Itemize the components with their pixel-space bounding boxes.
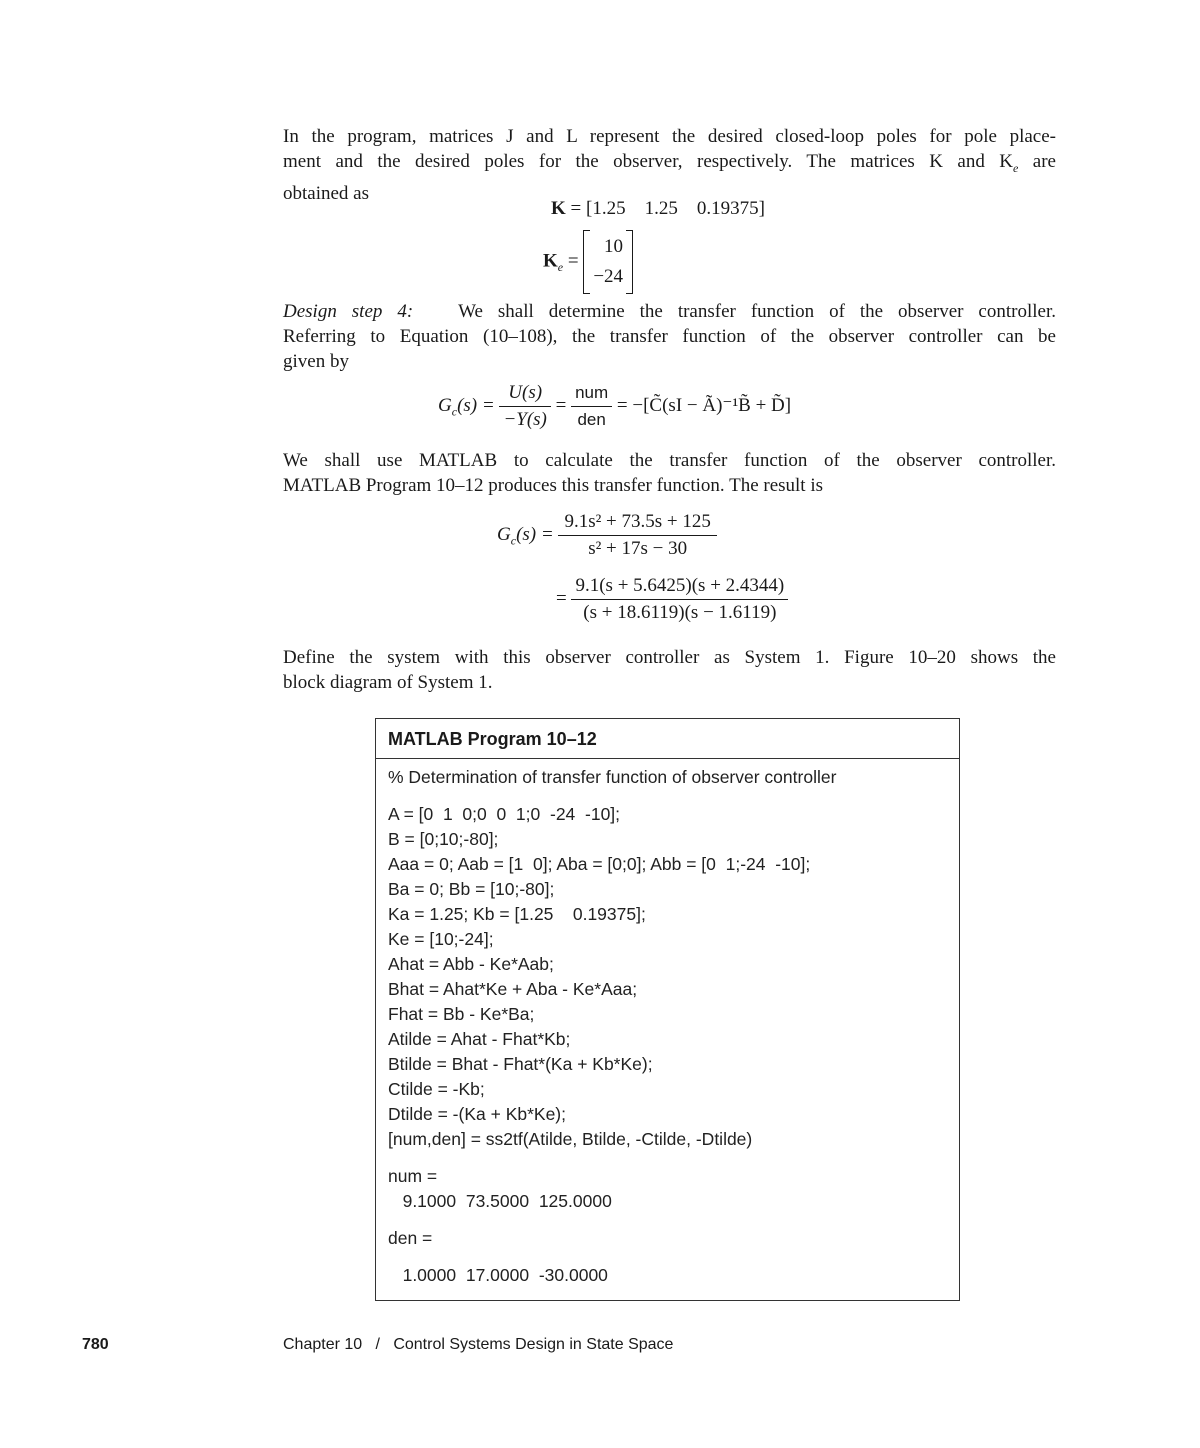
equation-result-1 <box>497 509 717 562</box>
paragraph-2 <box>283 299 1056 374</box>
code-line: Ahat = Abb - Ke*Aab; <box>388 954 554 974</box>
footer-chapter-title: Control Systems Design in State Space <box>393 1336 674 1353</box>
paragraph-3-line-1: We shall use MATLAB to calculate the transfer function of the observer controller. <box>283 450 1056 471</box>
fraction-U-over-Y <box>499 380 550 433</box>
result-fraction-1-num: 9.1s² + 73.5s + 125 <box>558 509 716 536</box>
paragraph-3 <box>283 448 1056 498</box>
result-fraction-2-den: (s + 18.6119)(s − 1.6119) <box>583 602 777 623</box>
equation-Ke <box>543 230 633 294</box>
page-number: 780 <box>82 1336 109 1353</box>
result-fraction-1 <box>558 509 716 562</box>
paragraph-1 <box>283 124 1056 206</box>
output-num-values: 9.1000 73.5000 125.0000 <box>388 1191 612 1211</box>
code-line: Ctilde = -Kb; <box>388 1079 485 1099</box>
paragraph-1-line-3: obtained as <box>283 182 370 204</box>
result-lhs-arg: (s) = <box>516 523 554 545</box>
code-comment: % Determination of transfer function of observer controller <box>388 767 837 787</box>
code-line: Ka = 1.25; Kb = [1.25 0.19375]; <box>388 904 646 924</box>
ke-subscript: e <box>1013 160 1019 175</box>
equation-Gc-arg: (s) = <box>457 394 495 416</box>
equation-K-equals: = <box>570 198 582 219</box>
equation-Gc-sub: c <box>451 404 458 419</box>
code-line: Fhat = Bb - Ke*Ba; <box>388 1004 535 1024</box>
design-step-label: Design step 4: <box>283 301 414 322</box>
code-line: Atilde = Ahat - Fhat*Kb; <box>388 1029 571 1049</box>
paragraph-4-line-2: block diagram of System 1. <box>283 672 493 693</box>
code-line: Bhat = Ahat*Ke + Aba - Ke*Aaa; <box>388 979 638 999</box>
code-line: Ke = [10;-24]; <box>388 929 494 949</box>
result-lhs-sub: c <box>510 533 517 548</box>
paragraph-4 <box>283 645 1056 695</box>
paragraph-2-line-1-text: We shall determine the transfer function of the observer controller. <box>458 301 1056 322</box>
result-lhs: G <box>497 523 511 545</box>
code-line: [num,den] = ss2tf(Atilde, Btilde, -Ctilde, -Dtilde) <box>388 1129 753 1149</box>
paragraph-3-line-2: MATLAB Program 10–12 produces this transfer function. The result is <box>283 475 824 496</box>
code-line: Ba = 0; Bb = [10;-80]; <box>388 879 555 899</box>
fraction-num: num <box>571 380 612 407</box>
matlab-code <box>376 759 959 1294</box>
equation-Ke-equals: = <box>567 250 579 272</box>
output-den-label: den = <box>388 1228 433 1248</box>
fraction-den: den <box>577 410 606 429</box>
paragraph-1-line-2-text: ment and the desired poles for the observer, respectively. The matrices K and K <box>283 151 1014 172</box>
matrix-cell-1: 10 <box>604 236 624 257</box>
footer-chapter: Chapter 10 <box>283 1336 363 1353</box>
equation-K-label: K <box>551 198 566 219</box>
chapter-footer <box>283 1336 673 1354</box>
result-fraction-2-num: 9.1(s + 5.6425)(s + 2.4344) <box>571 573 788 600</box>
output-num-label: num = <box>388 1166 438 1186</box>
paragraph-1-line-2 <box>283 149 1056 181</box>
result-fraction-1-den: s² + 17s − 30 <box>588 538 688 559</box>
equation-result-2 <box>556 573 788 626</box>
equation-Gc-rhs: = −[C̃(sI − Ã)⁻¹B̃ + D̃] <box>616 394 792 416</box>
equation-K <box>551 198 765 220</box>
matlab-program-box <box>375 718 960 1301</box>
paragraph-1-line-2-suffix: are <box>1032 151 1056 172</box>
result-eq2: = <box>556 587 567 609</box>
matrix-cell-2: −24 <box>593 266 624 287</box>
paragraph-1-line-1: In the program, matrices J and L represent the desired closed-loop poles for pole place- <box>283 126 1056 147</box>
matlab-program-title: MATLAB Program 10–12 <box>376 719 959 759</box>
fraction-denominator: −Y(s) <box>503 409 547 430</box>
paragraph-4-line-1: Define the system with this observer controller as System 1. Figure 10–20 shows the <box>283 647 1056 668</box>
equation-Gc: $G_c(s)$ = $\frac{U(s)}{-Y(s)}$ = $\frac{\text{num}}{\text{den}}$ = −[C̃(sI − Ã)⁻¹B̃ + D̃] <box>438 380 791 433</box>
paragraph-2-line-1 <box>283 299 1056 324</box>
equation-Ke-matrix <box>583 230 633 294</box>
fraction-numerator: U(s) <box>499 380 550 407</box>
equation-K-values: [1.25 1.25 0.19375] <box>586 198 765 219</box>
code-line: Btilde = Bhat - Fhat*(Ka + Kb*Ke); <box>388 1054 653 1074</box>
footer-separator: / <box>375 1336 380 1353</box>
output-den-values: 1.0000 17.0000 -30.0000 <box>388 1265 608 1285</box>
fraction-num-over-den <box>571 380 612 433</box>
paragraph-2-line-3: given by <box>283 351 349 372</box>
code-line: Dtilde = -(Ka + Kb*Ke); <box>388 1104 566 1124</box>
code-line: Aaa = 0; Aab = [1 0]; Aba = [0;0]; Abb = [0 1;-24 -10]; <box>388 854 811 874</box>
result-fraction-2 <box>571 573 788 626</box>
equation-Gc-lhs: G <box>438 394 452 416</box>
code-line: B = [0;10;-80]; <box>388 829 499 849</box>
paragraph-2-line-2: Referring to Equation (10–108), the transfer function of the observer controller can be <box>283 326 1056 347</box>
equation-Ke-label: K <box>543 250 558 272</box>
code-line: A = [0 1 0;0 0 1;0 -24 -10]; <box>388 804 621 824</box>
equation-Ke-subscript: e <box>557 260 564 275</box>
